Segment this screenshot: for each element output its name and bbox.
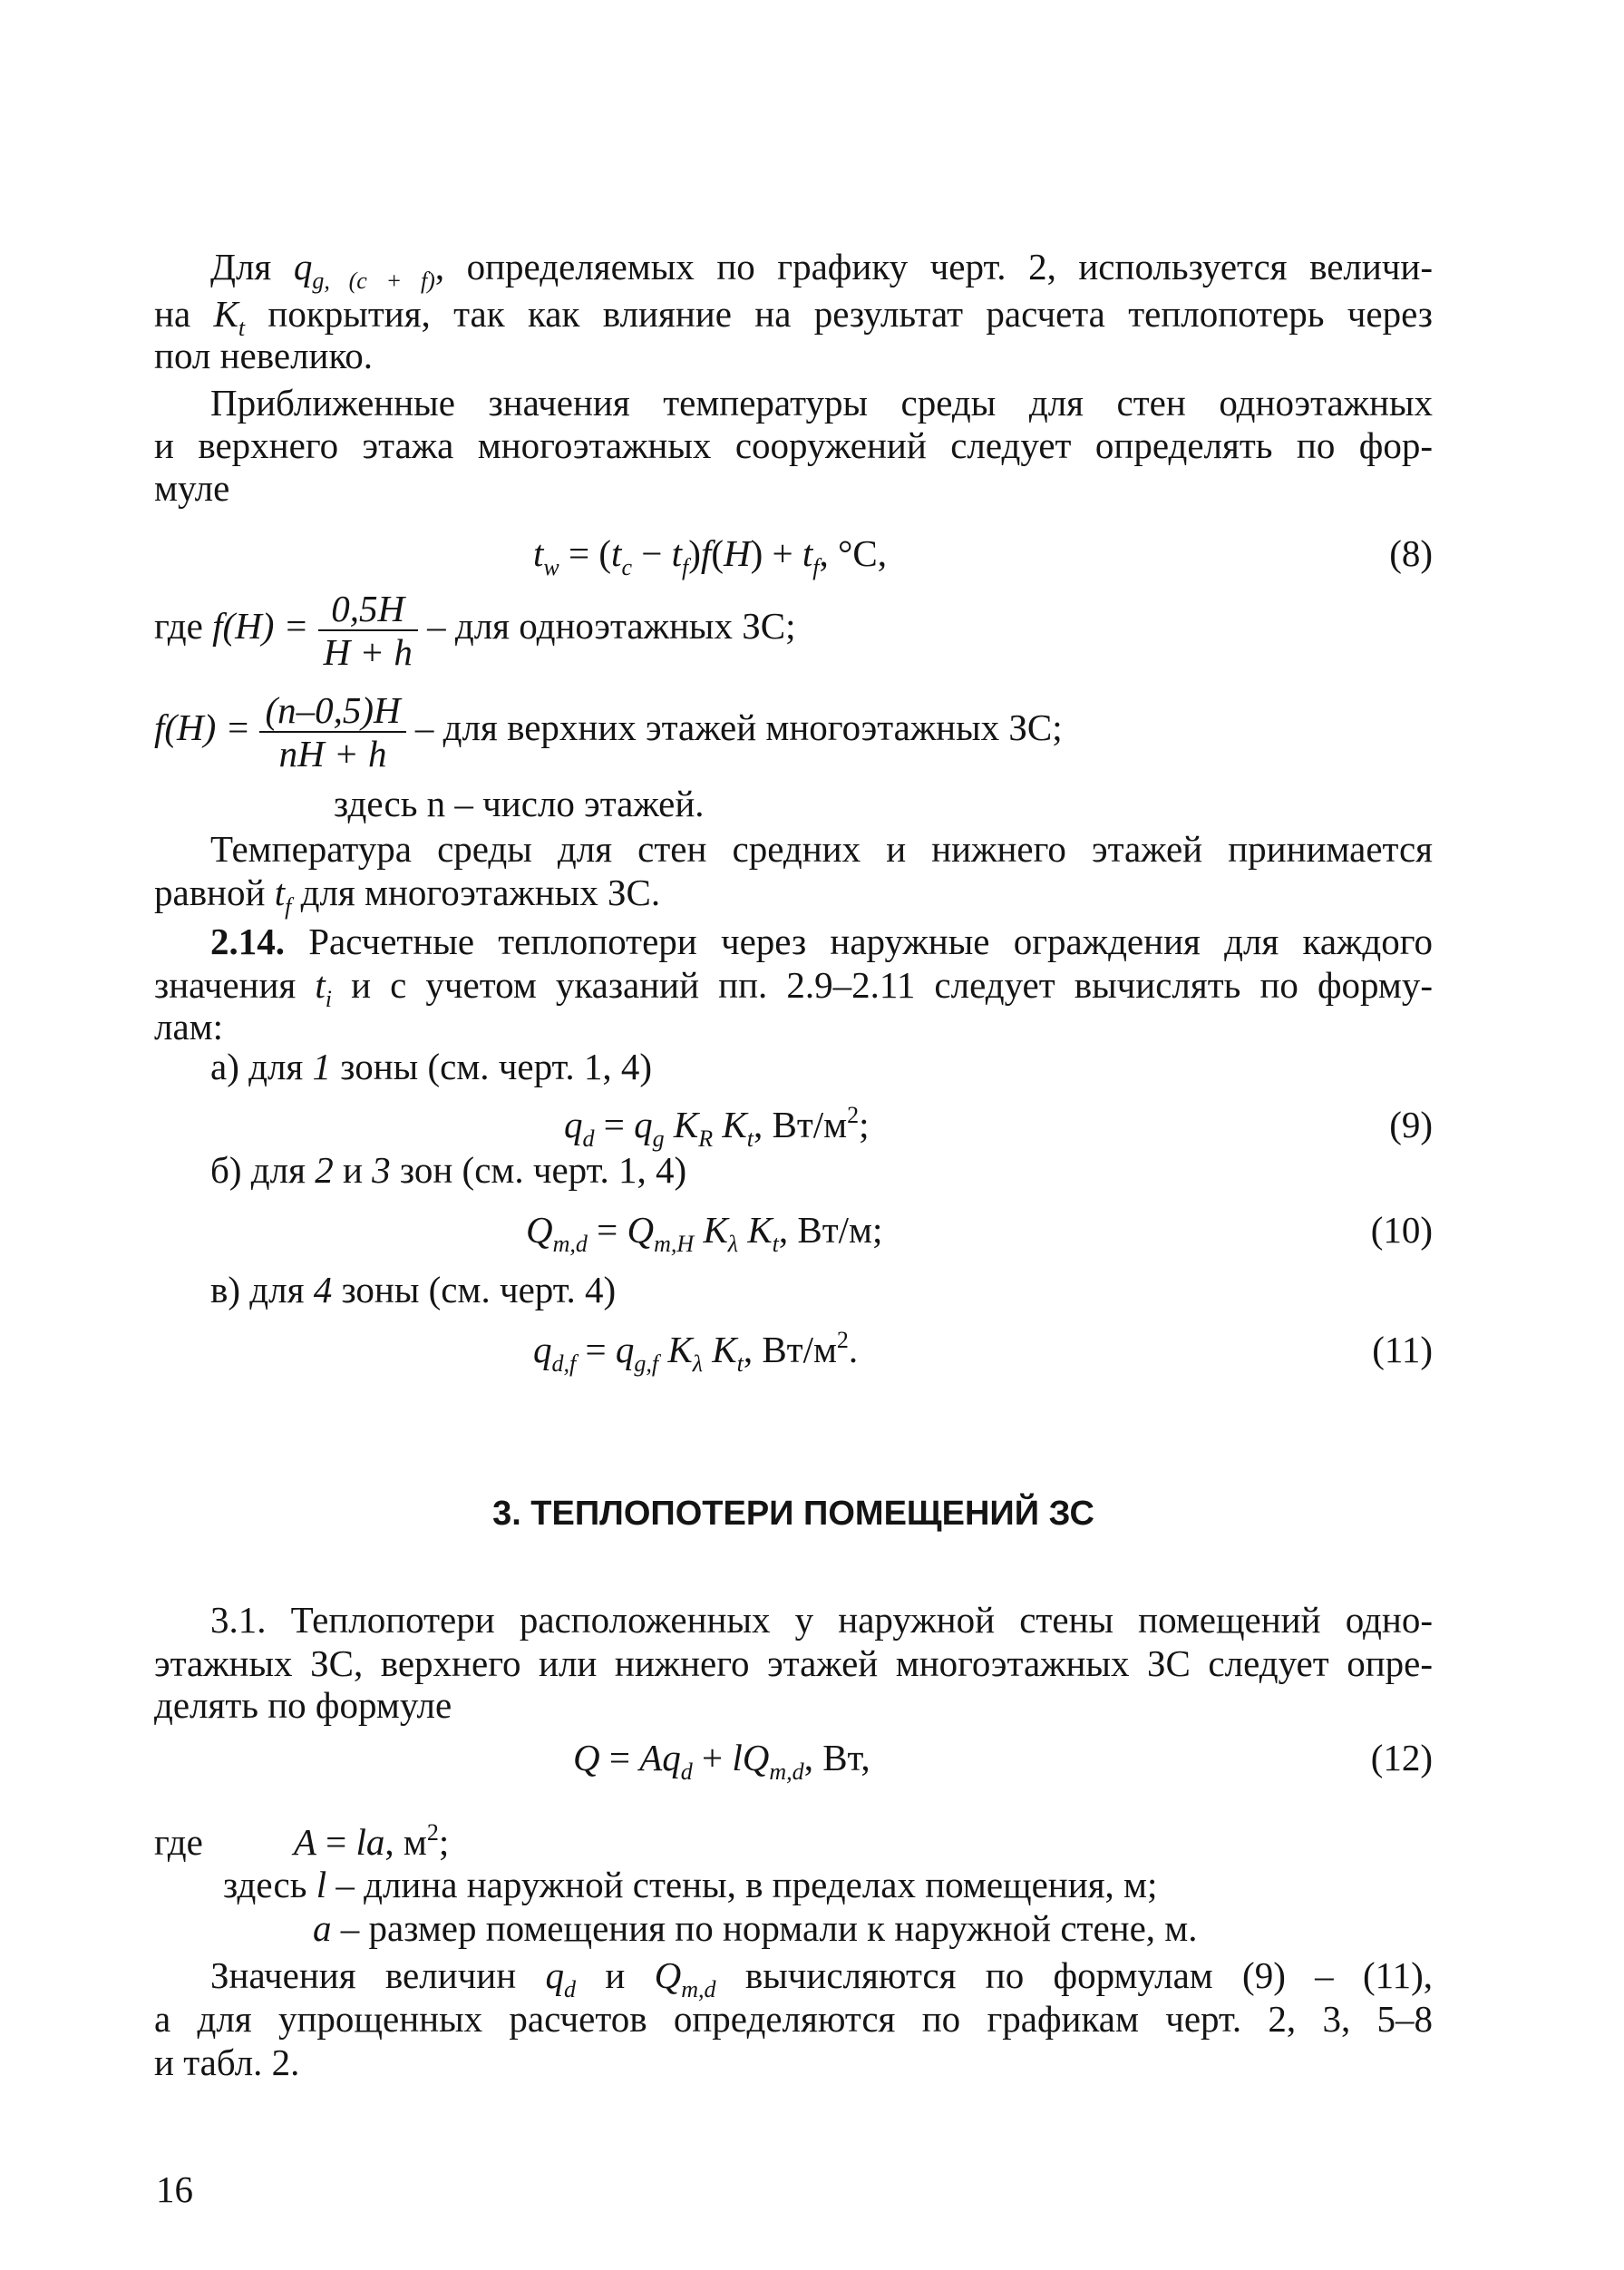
paragraph-2-line-1: Приближенные значения температуры среды для стен одноэтажных <box>210 382 1433 424</box>
page-number: 16 <box>156 2168 193 2210</box>
paragraph-7-line-2: а для упрощенных расчетов определяются по графикам черт. 2, 3, 5–8 <box>154 1998 1433 2040</box>
paragraph-3-line-2: равной $t_f$ для многоэтажных ЗС. <box>154 872 661 920</box>
paragraph-7-line-3: и табл. 2. <box>154 2041 300 2083</box>
equation-8 <box>154 530 1433 584</box>
formula-f1-description: – для одноэтажных ЗС; <box>427 605 796 647</box>
paragraph-1-line-1: Для $q_{g, (c + f)}$, определяемых по графику черт. 2, используется величи- <box>210 246 1434 294</box>
equation-12-number: (12) <box>1370 1737 1433 1778</box>
paragraph-4-line-3: лам: <box>154 1006 223 1047</box>
definition-area: где A = la, $м^2$; <box>154 1819 450 1863</box>
case-b: б) для 2 и 3 зон (см. черт. 1, 4) <box>210 1149 687 1191</box>
paragraph-2-line-2: и верхнего этажа многоэтажных сооружений следует определять по фор- <box>154 424 1433 466</box>
paragraph-4-line-1: 2.14. Расчетные теплопотери через наружные ограждения для каждого <box>210 921 1433 962</box>
paragraph-5-line-3: делять по формуле <box>154 1684 452 1726</box>
formula-f2-lhs: f(H) = <box>154 706 251 748</box>
equation-12-body: $Q = Aq_d + lQ_{m,d}$, Вт, <box>573 1737 870 1785</box>
equation-10-body: $Q_{m,d} = Q_{m,H}$ $K_\lambda$ $K_t$, Вт/м; <box>526 1209 883 1257</box>
floors-note: здесь n – число этажей. <box>334 783 705 824</box>
formula-f1 <box>154 580 1433 671</box>
paragraph-5-line-1: 3.1. Теплопотери расположенных у наружной стены помещений одно- <box>210 1599 1433 1641</box>
equation-10-number: (10) <box>1370 1209 1433 1251</box>
formula-f1-denominator: H + h <box>323 630 413 673</box>
equation-9-body: $q_d = q_g$ $K_R$ $K_t$, $Вт/м^2$; <box>564 1102 870 1152</box>
formula-f1-fraction <box>318 588 418 673</box>
where-label: где <box>154 605 203 647</box>
equation-9-number: (9) <box>1389 1104 1433 1145</box>
formula-f2-numerator: (n–0,5)H <box>259 689 405 733</box>
paragraph-4-line-2: значения $t_i$ и с учетом указаний пп. 2.9–2.11 следует вычислять по форму- <box>154 964 1434 1012</box>
paragraph-5-line-2: этажных ЗС, верхнего или нижнего этажей многоэтажных ЗС следует опре- <box>154 1642 1433 1684</box>
definition-l: здесь l – длина наружной стены, в пределах помещения, м; <box>223 1864 1158 1905</box>
definition-a: a – размер помещения по нормали к наружной стене, м. <box>313 1907 1198 1949</box>
paragraph-3-line-1: Температура среды для стен средних и нижнего этажей принимается <box>210 828 1433 870</box>
formula-f1-lhs: f(H) = <box>212 605 309 647</box>
equation-11-number: (11) <box>1372 1329 1433 1370</box>
case-c: в) для 4 зоны (см. черт. 4) <box>210 1269 617 1310</box>
paragraph-1-line-3: пол невелико. <box>154 335 374 376</box>
equation-11-body: $q_{d,f} = q_{g,f}$ $K_\lambda$ $K_t$, $Вт/м^2$. <box>533 1327 859 1377</box>
paragraph-2-line-3: муле <box>154 467 230 509</box>
formula-f2 <box>154 682 1433 773</box>
equation-10 <box>154 1206 1433 1261</box>
formula-f2-description: – для верхних этажей многоэтажных ЗС; <box>414 706 1063 748</box>
equation-8-body: $t_w = (t_c - t_f)f(H) + t_f$, °C, <box>533 532 887 580</box>
formula-f1-numerator: 0,5H <box>318 588 418 631</box>
case-a: а) для 1 зоны (см. черт. 1, 4) <box>210 1046 653 1087</box>
paragraph-1-line-2: на $K_t$ покрытия, так как влияние на результат расчета теплопотерь через <box>154 293 1433 341</box>
equation-8-number: (8) <box>1389 532 1433 574</box>
equation-12 <box>154 1734 1433 1788</box>
section-3-heading: 3. ТЕПЛОПОТЕРИ ПОМЕЩЕНИЙ ЗС <box>492 1495 1094 1533</box>
formula-f2-denominator: nH + h <box>278 732 387 775</box>
formula-f2-fraction <box>259 689 405 775</box>
equation-11 <box>154 1326 1433 1380</box>
paragraph-7-line-1: Значения величин $q_d$ и $Q_{m,d}$ вычисляются по формулам (9) – (11), <box>210 1954 1434 2002</box>
